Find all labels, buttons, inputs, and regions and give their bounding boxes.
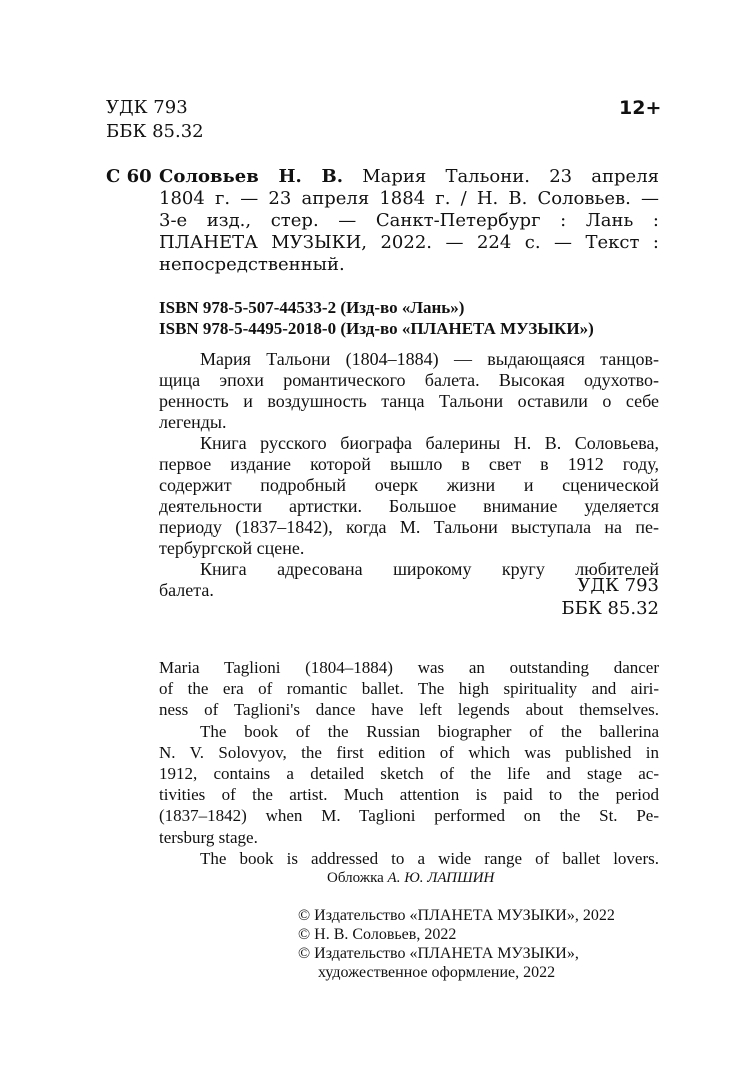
author-name: Соловьев Н. В. xyxy=(159,166,343,187)
annotation-line: Книга адресована широкому кругу любителей xyxy=(200,559,659,579)
annotation-line: Книга русского биографа балерины Н. В. Соловьева, xyxy=(200,433,659,453)
annotation-line: The book is addressed to a wide range of ballet lovers. xyxy=(200,848,659,868)
annotation-line: содержит подробный очерк жизни и сценической xyxy=(159,475,659,495)
annotation-line: ренность и воздушность танца Тальони оставили о себе xyxy=(159,391,659,411)
bibliographic-record xyxy=(159,166,659,276)
annotation-line: легенды. xyxy=(159,412,227,432)
annotation-line: ness of Taglioni's dance have left legends about themselves. xyxy=(159,700,659,720)
biblio-line: 1804 г. — 23 апреля 1884 г. / Н. В. Соловьев. — xyxy=(159,188,659,209)
annotation-line: щица эпохи романтического балета. Высокая одухотво- xyxy=(159,370,659,390)
copyright-block xyxy=(298,906,615,982)
biblio-line: непосредственный. xyxy=(159,254,345,275)
copyright-line: © Издательство «ПЛАНЕТА МУЗЫКИ», 2022 xyxy=(298,907,615,924)
annotation-line: периоду (1837–1842), когда М. Тальони выступала на пе- xyxy=(159,517,659,537)
annotation-line: балета. xyxy=(159,580,214,600)
annotation-line: 1912, contains a detailed sketch of the life and stage ac- xyxy=(159,763,659,783)
bbk-code-bottom: ББК 85.32 xyxy=(561,598,659,619)
annotation-line: Maria Taglioni (1804–1884) was an outstanding dancer xyxy=(159,658,659,677)
biblio-line: Соловьев Н. В. Мария Тальони. 23 апреля xyxy=(159,166,659,187)
copyright-line: © Издательство «ПЛАНЕТА МУЗЫКИ», xyxy=(298,945,579,962)
annotation-line: Мария Тальони (1804–1884) — выдающаяся танцов- xyxy=(200,349,659,369)
bbk-code: ББК 85.32 xyxy=(106,121,204,142)
copyright-line: © Н. В. Соловьев, 2022 xyxy=(298,926,457,943)
annotation-line: of the era of romantic ballet. The high spirituality and airi- xyxy=(159,679,659,699)
annotation-russian xyxy=(159,349,659,601)
annotation-line: tivities of the artist. Much attention is paid to the period xyxy=(159,785,659,805)
annotation-line: первое издание которой вышло в свет в 1912 году, xyxy=(159,454,659,474)
age-rating: 12+ xyxy=(619,97,662,119)
cover-credit xyxy=(327,870,494,887)
annotation-line: N. V. Solovyov, the first edition of which was published in xyxy=(159,742,659,762)
annotation-line: tersburg stage. xyxy=(159,827,258,847)
annotation-line: The book of the Russian biographer of the ballerina xyxy=(200,721,659,741)
author-cipher: С 60 xyxy=(106,166,152,187)
annotation-line: тербургской сцене. xyxy=(159,538,305,558)
copyright-line: художественное оформление, 2022 xyxy=(318,964,556,981)
cover-credit-label: Обложка xyxy=(327,870,384,886)
isbn-block xyxy=(159,297,594,339)
biblio-line: ПЛАНЕТА МУЗЫКИ, 2022. — 224 с. — Текст : xyxy=(159,232,659,253)
biblio-line: 3-е изд., стер. — Санкт-Петербург : Лань : xyxy=(159,210,659,231)
isbn-line: ISBN 978-5-507-44533-2 (Изд-во «Лань») xyxy=(159,298,465,317)
annotation-line: (1837–1842) when M. Taglioni performed on the St. Pe- xyxy=(159,806,659,826)
udk-code-bottom: УДК 793 xyxy=(577,575,659,596)
cover-artist-name: А. Ю. ЛАПШИН xyxy=(387,870,495,886)
annotation-english xyxy=(159,657,659,869)
annotation-line: деятельности артистки. Большое внимание уделяется xyxy=(159,496,659,516)
isbn-line: ISBN 978-5-4495-2018-0 (Изд-во «ПЛАНЕТА МУЗЫКИ») xyxy=(159,319,594,338)
udk-code: УДК 793 xyxy=(106,97,188,118)
